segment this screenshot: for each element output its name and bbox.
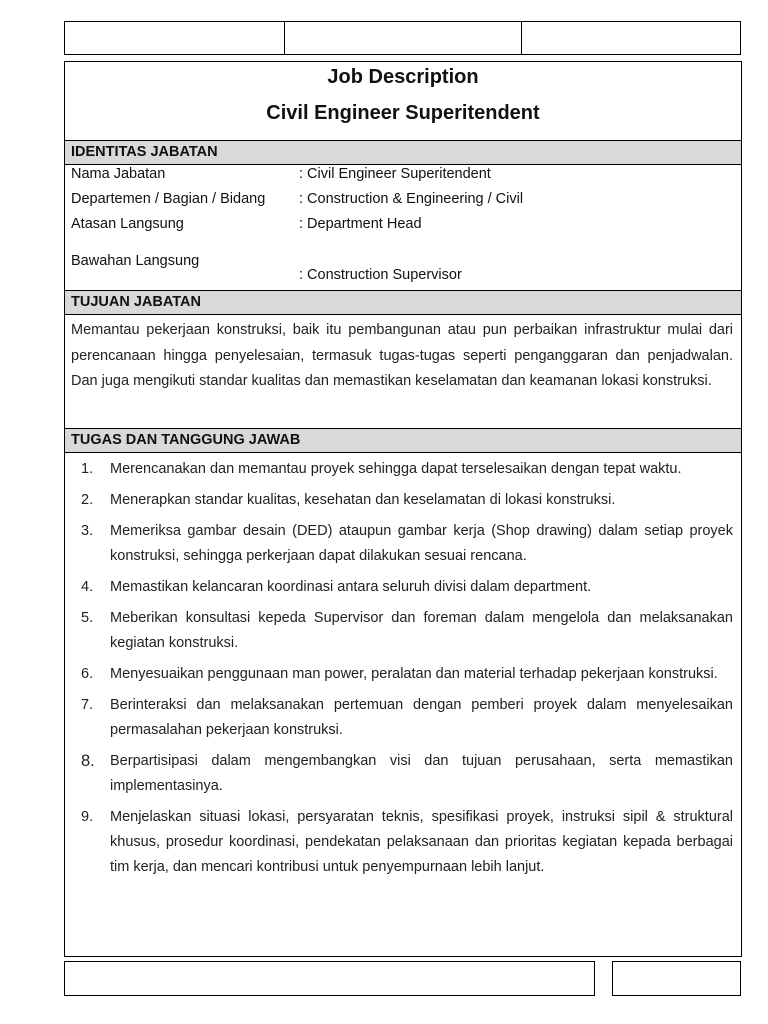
list-item-number: 5. (81, 610, 94, 626)
value-bawahan-langsung: : Construction Supervisor (299, 267, 462, 283)
value-nama-jabatan: : Civil Engineer Superitendent (299, 166, 491, 182)
list-item-text: Berinteraksi dan melaksanakan pertemuan dengan pemberi proyek dalam menyelesaikan permasalahan pekerjaan konstruksi. (110, 697, 733, 738)
label-departemen: Departemen / Bagian / Bidang (71, 191, 266, 207)
section-heading-tugas: TUGAS DAN TANGGUNG JAWAB (65, 428, 741, 453)
list-item-number: 8. (81, 752, 95, 770)
list-item (65, 606, 733, 656)
footer-cell-left (64, 961, 595, 996)
label-atasan-langsung: Atasan Langsung (71, 216, 184, 232)
list-item (65, 693, 733, 743)
list-item-text: Meberikan konsultasi kepeda Supervisor dan foreman dalam mengelola dan melaksanakan kegiatan konstruksi. (110, 610, 733, 651)
footer-cell-right (612, 961, 741, 996)
value-departemen: : Construction & Engineering / Civil (299, 191, 524, 207)
list-item-number: 1. (81, 461, 94, 477)
job-description-table (64, 61, 742, 957)
value-atasan-langsung: : Department Head (299, 216, 422, 232)
list-item (65, 662, 733, 687)
list-item (65, 805, 733, 880)
list-item (65, 749, 733, 799)
list-item (65, 457, 733, 482)
list-item (65, 488, 733, 513)
label-bawahan-langsung: Bawahan Langsung (71, 253, 200, 269)
header-table (64, 21, 741, 55)
document-subtitle: Civil Engineer Superitendent (266, 102, 540, 124)
header-cell-1 (65, 22, 285, 54)
list-item-number: 6. (81, 666, 94, 682)
section-heading-tujuan: TUJUAN JABATAN (65, 290, 741, 315)
list-item-number: 3. (81, 523, 94, 539)
section-heading-identitas: IDENTITAS JABATAN (65, 140, 741, 165)
label-nama-jabatan: Nama Jabatan (71, 166, 166, 182)
list-item-number: 2. (81, 492, 94, 508)
list-item-text: Menerapkan standar kualitas, kesehatan dan keselamatan di lokasi konstruksi. (110, 492, 616, 508)
list-item (65, 575, 733, 600)
tujuan-paragraph: Memantau pekerjaan konstruksi, baik itu pembangunan atau pun perbaikan infrastruktur mulai dari perencanaan hingga penyelesaian, termasuk tugas-tugas seperti penganggaran dan penjadwalan. Dan juga mengikuti standar kualitas dan memastikan keselamatan dan keamanan lokasi konstruksi. (71, 322, 733, 389)
list-item-text: Berpartisipasi dalam mengembangkan visi dan tujuan perusahaan, serta memastikan implementasinya. (110, 753, 733, 794)
header-cell-3 (522, 22, 740, 54)
list-item-text: Memeriksa gambar desain (DED) ataupun gambar kerja (Shop drawing) dalam setiap proyek konstruksi, sehingga perkerjaan dapat dilakukan sesuai rencana. (110, 523, 733, 564)
list-item-number: 4. (81, 579, 94, 595)
list-item-text: Memastikan kelancaran koordinasi antara seluruh divisi dalam department. (110, 579, 592, 595)
list-item-number: 7. (81, 697, 94, 713)
list-item-text: Menjelaskan situasi lokasi, persyaratan teknis, spesifikasi proyek, instruksi sipil & struktural khusus, prosedur koordinasi, pendekatan pelaksanaan dan prioritas kegiatan kepada berbagai tim kerja, dan mencari kontribusi untuk penyempurnaan lebih lanjut. (110, 809, 733, 875)
tasks-list (65, 457, 733, 886)
list-item-text: Menyesuaikan penggunaan man power, peralatan dan material terhadap pekerjaan konstruksi. (110, 666, 718, 682)
list-item-number: 9. (81, 809, 94, 825)
document-title: Job Description (327, 66, 479, 88)
list-item-text: Merencanakan dan memantau proyek sehingga dapat terselesaikan dengan tepat waktu. (110, 461, 682, 477)
header-cell-2 (285, 22, 522, 54)
list-item (65, 519, 733, 569)
